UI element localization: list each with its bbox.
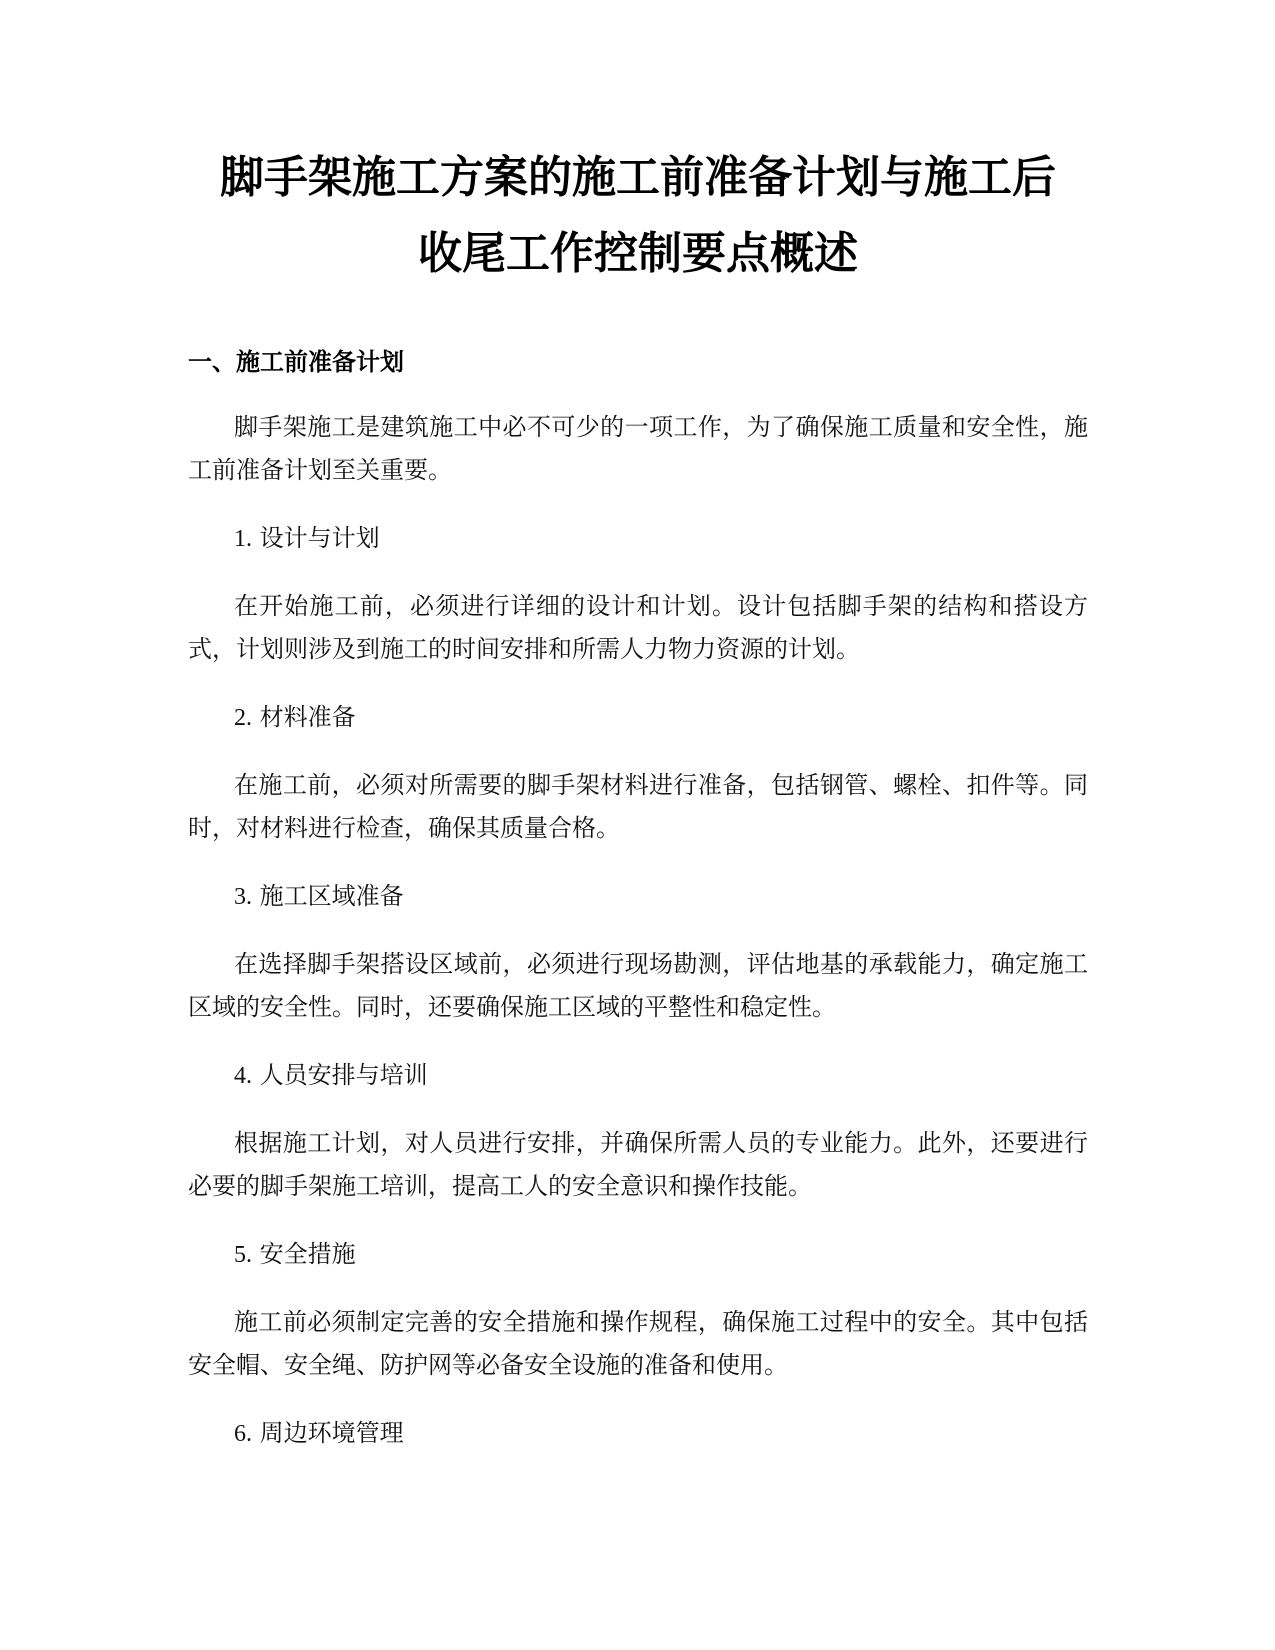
section-intro-paragraph: 脚手架施工是建筑施工中必不可少的一项工作，为了确保施工质量和安全性，施工前准备计划至关重要。 (188, 413, 1088, 484)
document-content (188, 140, 1088, 1454)
item-number: 2. (234, 705, 252, 731)
item-number: 5. (234, 1242, 252, 1268)
item-number: 1. (234, 526, 252, 552)
title-line-1: 脚手架施工方案的施工前准备计划与施工后 (220, 152, 1056, 203)
title-line-2: 收尾工作控制要点概述 (418, 228, 858, 279)
item-heading-3 (188, 876, 1088, 917)
item-heading-2 (188, 697, 1088, 738)
document-title (188, 140, 1088, 292)
section-heading: 一、施工前准备计划 (188, 348, 404, 376)
item-heading-5 (188, 1234, 1088, 1275)
item-number: 3. (234, 884, 252, 910)
item-body-2: 在施工前，必须对所需要的脚手架材料进行准备，包括钢管、螺栓、扣件等。同时，对材料进行检查，确保其质量合格。 (188, 771, 1088, 842)
item-body-3: 在选择脚手架搭设区域前，必须进行现场勘测，评估地基的承载能力，确定施工区域的安全性。同时，还要确保施工区域的平整性和稳定性。 (188, 950, 1088, 1021)
item-title: 周边环境管理 (259, 1419, 404, 1447)
item-body-5: 施工前必须制定完善的安全措施和操作规程，确保施工过程中的安全。其中包括安全帽、安全绳、防护网等必备安全设施的准备和使用。 (188, 1308, 1088, 1379)
item-body-1: 在开始施工前，必须进行详细的设计和计划。设计包括脚手架的结构和搭设方式，计划则涉及到施工的时间安排和所需人力物力资源的计划。 (188, 592, 1088, 663)
item-heading-6 (188, 1413, 1088, 1454)
item-number: 4. (234, 1063, 252, 1089)
item-title: 施工区域准备 (259, 882, 404, 910)
item-body-4: 根据施工计划，对人员进行安排，并确保所需人员的专业能力。此外，还要进行必要的脚手架施工培训，提高工人的安全意识和操作技能。 (188, 1129, 1088, 1200)
item-number: 6. (234, 1421, 252, 1447)
item-title: 安全措施 (259, 1240, 356, 1268)
item-heading-1 (188, 518, 1088, 559)
item-title: 设计与计划 (259, 524, 380, 552)
item-title: 材料准备 (259, 703, 356, 731)
item-heading-4 (188, 1055, 1088, 1096)
item-title: 人员安排与培训 (259, 1061, 428, 1089)
